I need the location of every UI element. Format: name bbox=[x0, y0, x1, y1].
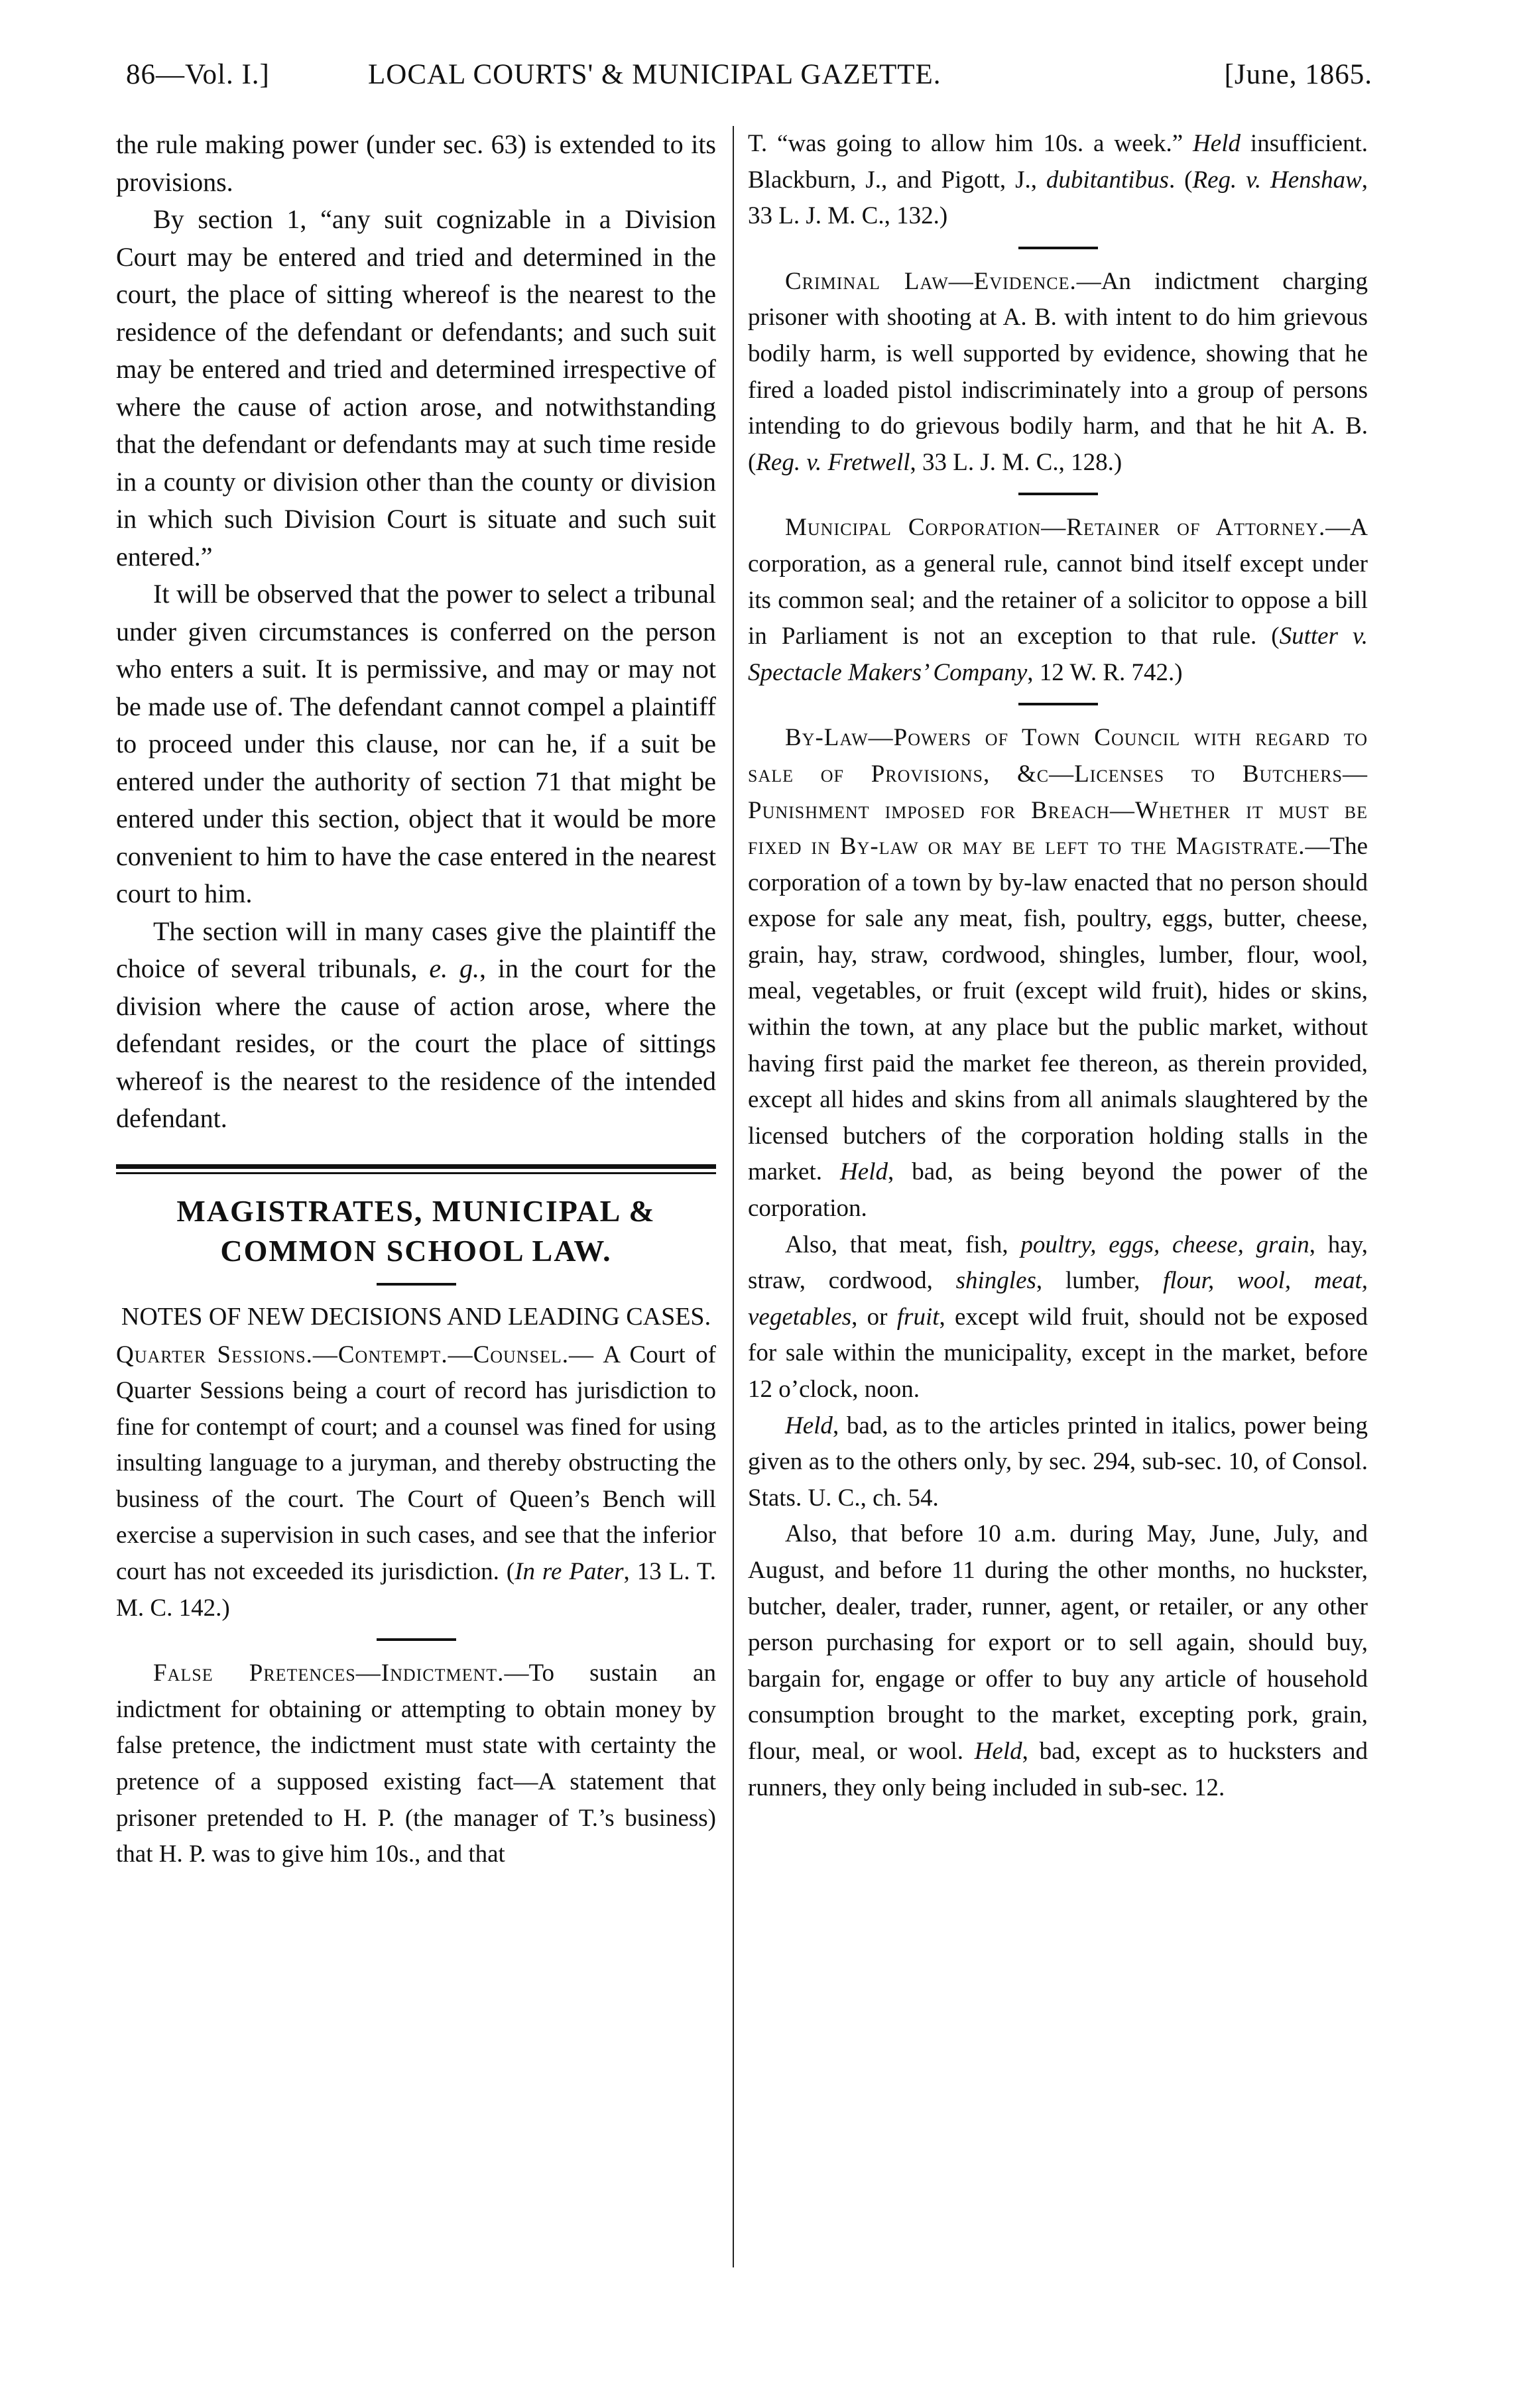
case-heading: By-Law—Powers of Town Council with regard to sale of Provisions, &c—Licenses to Butchers—Punishment imposed for Breach—Whether it must be fixed in By-law or may be left to the Magistrate. bbox=[748, 724, 1368, 861]
page-header bbox=[126, 58, 1372, 111]
case-note-quarter-sessions: Quarter Sessions.—Contempt.—Counsel.— A Court of Quarter Sessions being a court of record has jurisdiction to fine for contempt of court; and a counsel was fined for using insulting language to a juryman, and thereby obstructing the business of the court. The Court of Queen’s Bench will exercise a supervision in such cases, and see that the inferior court has not exceeded its jurisdiction. (In re Pater, 13 L. T. M. C. 142.) bbox=[116, 1341, 716, 1622]
publication-title: LOCAL COURTS' & MUNICIPAL GAZETTE. bbox=[368, 59, 941, 90]
short-rule bbox=[377, 1283, 456, 1286]
paragraph: By section 1, “any suit cognizable in a Division Court may be entered and tried and determined in the court, the place of sitting whereof is the nearest to the residence of the defendant or defendants; and such suit may be entered and tried and determined irrespective of where the cause of action arose, and notwithstanding that the defendant or defendants may at such time reside in a county or division other than the county or division in which such Division Court is situate and such suit entered.” bbox=[116, 204, 716, 572]
case-note-by-law: By-Law—Powers of Town Council with regard to sale of Provisions, &c—Licenses to Butchers—Punishment imposed for Breach—Whether it must be fixed in By-law or may be left to the Magistrate.—The corporation of a town by by-law enacted that no person should expose for sale any meat, fish, poultry, eggs, butter, cheese, grain, hay, straw, cordwood, shingles, lumber, flour, wool, meal, vegetables, or fruit (except wild fruit), hides or skins, within the town, at any place but the public market, without having first paid the market fee thereon, as therein provided, except all hides and skins from all animals slaughtered by the licensed butchers of the corporation holding stalls in the market. Held, bad, as being beyond the power of the corporation. bbox=[748, 724, 1368, 1223]
case-note-municipal-corporation: Municipal Corporation—Retainer of Attorney.—A corporation, as a general rule, cannot bind itself except under its common seal; and the retainer of a solicitor to oppose a bill in Parliament is not an exception to that rule. (Sutter v. Spectacle Makers’ Company, 12 W. R. 742.) bbox=[748, 514, 1368, 686]
short-rule bbox=[1018, 703, 1098, 705]
paragraph: Held, bad, as to the articles printed in italics, power being given as to the others only, by sec. 294, sub-sec. 10, of Consol. Stats. U. C., ch. 54. bbox=[748, 1412, 1368, 1512]
short-rule bbox=[377, 1638, 456, 1641]
subsection-title: NOTES OF NEW DECISIONS AND LEADING CASES. bbox=[121, 1302, 711, 1331]
paragraph: The section will in many cases give the plaintiff the choice of several tribunals, e. g., in the court for the division where the cause of action arose, where the defendant resides, or the court the place of sittings whereof is the nearest to the residence of the intended defendant. bbox=[116, 916, 716, 1133]
paragraph: It will be observed that the power to select a tribunal under given circumstances is conferred on the person who enters a suit. It is permissive, and may or may not be made use of. The defendant cannot compel a plaintiff to proceed under this clause, nor can he, if a suit be entered under the authority of section 71 that might be entered under this section, object that it would be more convenient to him to have the case entered in the nearest court to him. bbox=[116, 579, 716, 908]
column-divider bbox=[733, 126, 734, 2267]
paragraph: the rule making power (under sec. 63) is extended to its provisions. bbox=[116, 129, 716, 197]
paragraph: Also, that before 10 a.m. during May, June, July, and August, and before 11 during the other months, no huckster, butcher, dealer, trader, runner, agent, or retailer, or any other person purchasing for export or to sell again, should buy, bargain for, engage or offer to buy any article of household consumption brought to the market, excepting pork, grain, flour, meal, or wool. Held, bad, except as to hucksters and runners, they only being included in sub-sec. 12. bbox=[748, 1520, 1368, 1801]
case-note-criminal-law: Criminal Law—Evidence.—An indictment charging prisoner with shooting at A. B. with intent to do him grievous bodily harm, is well supported by evidence, showing that he fired a loaded pistol indiscriminately into a group of persons intending to do grievous bodily harm, and that he hit A. B. (Reg. v. Fretwell, 33 L. J. M. C., 128.) bbox=[748, 267, 1368, 476]
section-title: MAGISTRATES, MUNICIPAL & COMMON SCHOOL LAW. bbox=[176, 1193, 656, 1268]
case-note-false-pretences: False Pretences—Indictment.—To sustain an indictment for obtaining or attempting to obtain money by false pretence, the indictment must state with certainty the pretence of a supposed existing fact—A statement that prisoner pretended to H. P. (the manager of T.’s business) that H. P. was to give him 10s., and that bbox=[116, 1659, 716, 1868]
case-heading: Municipal Corporation—Retainer of Attorney. bbox=[785, 514, 1326, 542]
right-column bbox=[748, 126, 1368, 1806]
paragraph: Also, that meat, fish, poultry, eggs, cheese, grain, hay, straw, cordwood, shingles, lumber, flour, wool, meat, vegetables, or fruit, except wild fruit, should not be exposed for sale within the municipality, except in the market, before 12 o’clock, noon. bbox=[748, 1231, 1368, 1403]
case-heading: Quarter Sessions.—Contempt.—Counsel.— bbox=[116, 1341, 595, 1368]
section-double-rule bbox=[116, 1164, 716, 1174]
case-heading: False Pretences—Indictment. bbox=[153, 1659, 505, 1687]
case-heading: Criminal Law—Evidence. bbox=[785, 267, 1077, 295]
issue-date: [June, 1865. bbox=[1224, 59, 1372, 90]
case-note-false-pretences-cont: T. “was going to allow him 10s. a week.” Held insufficient. Blackburn, J., and Pigott, J., dubitantibus. (Reg. v. Henshaw, 33 L. J. M. C., 132.) bbox=[748, 130, 1368, 230]
short-rule bbox=[1018, 493, 1098, 495]
page-number-volume: 86—Vol. I.] bbox=[126, 59, 270, 90]
left-column bbox=[116, 126, 716, 1873]
short-rule bbox=[1018, 247, 1098, 249]
